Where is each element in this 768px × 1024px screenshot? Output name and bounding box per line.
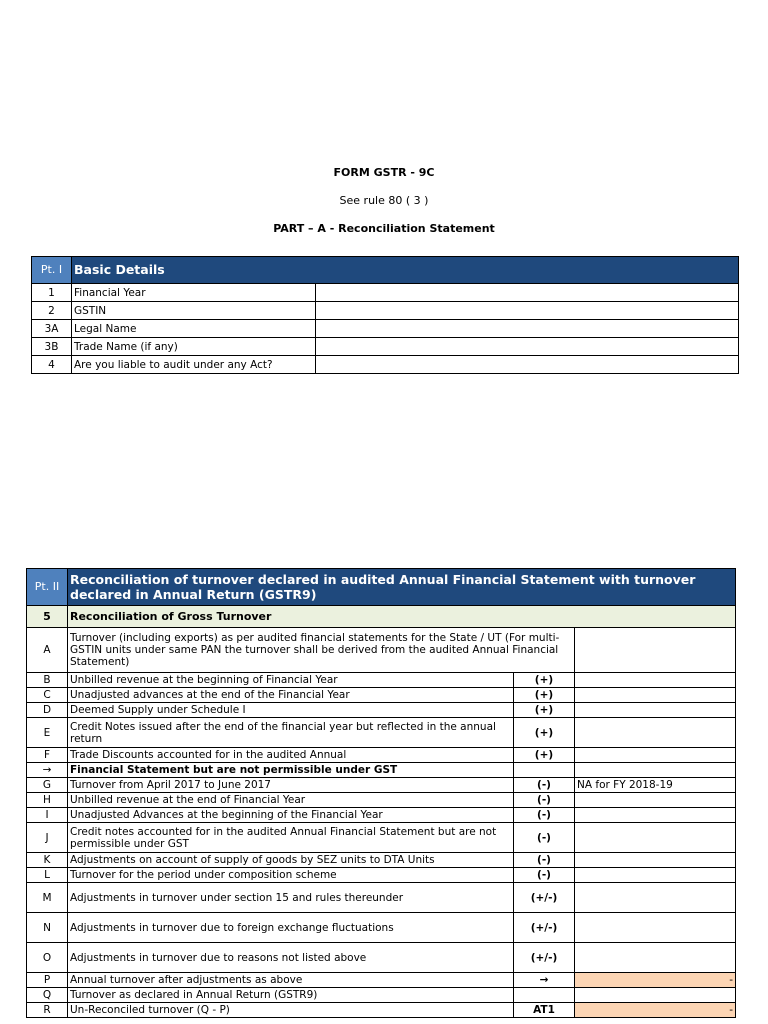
legal-name-field[interactable] — [316, 320, 739, 338]
value-cell[interactable] — [575, 718, 736, 748]
row-label: Un-Reconciled turnover (Q - P) — [68, 1003, 514, 1018]
row-label: Unbilled revenue at the beginning of Financial Year — [68, 673, 514, 688]
sign-cell: (-) — [514, 808, 575, 823]
row-label: Financial Statement but are not permissible under GST — [68, 763, 514, 778]
row-label: Turnover for the period under composition scheme — [68, 868, 514, 883]
value-cell[interactable] — [575, 913, 736, 943]
value-cell[interactable] — [575, 883, 736, 913]
sign-cell: (-) — [514, 853, 575, 868]
gstin-field[interactable] — [316, 302, 739, 320]
row-number: 3A — [32, 320, 72, 338]
row-letter: F — [27, 748, 68, 763]
row-number: 4 — [32, 356, 72, 374]
row-label: Adjustments in turnover under section 15 and rules thereunder — [68, 883, 514, 913]
row-letter: G — [27, 778, 68, 793]
part2-title: Reconciliation of turnover declared in audited Annual Financial Statement with turnover declared in Annual Return (GSTR9) — [68, 569, 736, 606]
row-label: Deemed Supply under Schedule I — [68, 703, 514, 718]
row-letter: R — [27, 1003, 68, 1018]
table-row — [27, 823, 736, 853]
value-cell[interactable] — [575, 793, 736, 808]
arrow-icon: → — [27, 763, 68, 778]
trade-name-field[interactable] — [316, 338, 739, 356]
table-row — [32, 302, 739, 320]
rule-reference: See rule 80 ( 3 ) — [339, 194, 429, 207]
table-row — [27, 673, 736, 688]
row-number: 3B — [32, 338, 72, 356]
sign-cell: (-) — [514, 868, 575, 883]
sign-cell: (-) — [514, 793, 575, 808]
value-cell[interactable] — [575, 673, 736, 688]
table-row — [27, 688, 736, 703]
row-letter: K — [27, 853, 68, 868]
row-label: Adjustments on account of supply of goods by SEZ units to DTA Units — [68, 853, 514, 868]
table-row — [32, 356, 739, 374]
table-row — [27, 748, 736, 763]
row-letter: C — [27, 688, 68, 703]
part2-label: Pt. II — [27, 569, 68, 606]
value-cell[interactable]: - — [575, 973, 736, 988]
value-cell[interactable] — [575, 703, 736, 718]
sign-cell: (+) — [514, 718, 575, 748]
row-label: Turnover as declared in Annual Return (GSTR9) — [68, 988, 514, 1003]
row-letter: N — [27, 913, 68, 943]
row-label: Annual turnover after adjustments as above — [68, 973, 514, 988]
table-row — [32, 320, 739, 338]
row-label: Trade Discounts accounted for in the audited Annual — [68, 748, 514, 763]
row-letter: E — [27, 718, 68, 748]
table-row — [27, 1003, 736, 1018]
table-row — [27, 628, 736, 673]
row-letter: B — [27, 673, 68, 688]
part-title: PART – A - Reconciliation Statement — [273, 222, 495, 235]
value-cell[interactable] — [575, 748, 736, 763]
table-row — [27, 853, 736, 868]
table-row — [27, 988, 736, 1003]
row-letter: D — [27, 703, 68, 718]
row-letter: O — [27, 943, 68, 973]
row-label: Adjustments in turnover due to foreign exchange fluctuations — [68, 913, 514, 943]
row-label: Legal Name — [72, 320, 316, 338]
table-row — [32, 338, 739, 356]
value-cell[interactable] — [575, 808, 736, 823]
table-row — [32, 284, 739, 302]
sign-cell: AT1 — [514, 1003, 575, 1018]
value-cell[interactable] — [575, 988, 736, 1003]
value-cell[interactable] — [575, 688, 736, 703]
row-letter: P — [27, 973, 68, 988]
value-cell[interactable] — [575, 763, 736, 778]
row-label: Credit Notes issued after the end of the financial year but reflected in the annual return — [68, 718, 514, 748]
table-row — [27, 793, 736, 808]
value-cell[interactable] — [575, 823, 736, 853]
value-cell[interactable] — [575, 853, 736, 868]
form-title: FORM GSTR - 9C — [333, 166, 435, 179]
row-label: Credit notes accounted for in the audited Annual Financial Statement but are not permissible under GST — [68, 823, 514, 853]
row-label: Adjustments in turnover due to reasons not listed above — [68, 943, 514, 973]
sign-cell: (+/-) — [514, 943, 575, 973]
row-number: 1 — [32, 284, 72, 302]
sign-cell: (+) — [514, 703, 575, 718]
row-letter: H — [27, 793, 68, 808]
row-label: Unadjusted advances at the end of the Financial Year — [68, 688, 514, 703]
value-cell[interactable]: - — [575, 1003, 736, 1018]
financial-year-field[interactable] — [316, 284, 739, 302]
arrow-icon: → — [514, 973, 575, 988]
sign-cell: (+) — [514, 688, 575, 703]
row-letter: J — [27, 823, 68, 853]
table-row — [27, 808, 736, 823]
row-label: Turnover (including exports) as per audited financial statements for the State / UT (For multi-GSTIN units under same PAN the turnover shall be derived from the audited Annual Financial Statement) — [68, 628, 575, 673]
table-row — [27, 778, 736, 793]
table-row — [27, 973, 736, 988]
row-label: Trade Name (if any) — [72, 338, 316, 356]
part1-label: Pt. I — [32, 257, 72, 284]
row-label: Financial Year — [72, 284, 316, 302]
sign-cell: (+) — [514, 673, 575, 688]
sign-cell: (+/-) — [514, 913, 575, 943]
section-title: Reconciliation of Gross Turnover — [68, 606, 736, 628]
value-cell[interactable] — [575, 868, 736, 883]
row-label: GSTIN — [72, 302, 316, 320]
sign-cell — [514, 763, 575, 778]
value-cell[interactable]: NA for FY 2018-19 — [575, 778, 736, 793]
table-row — [27, 868, 736, 883]
section-number: 5 — [27, 606, 68, 628]
sign-cell — [514, 988, 575, 1003]
row-letter: Q — [27, 988, 68, 1003]
sign-cell: (-) — [514, 778, 575, 793]
value-cell[interactable] — [575, 943, 736, 973]
part1-title: Basic Details — [72, 257, 739, 284]
row-letter: L — [27, 868, 68, 883]
audit-liability-field[interactable] — [316, 356, 739, 374]
value-cell[interactable] — [575, 628, 736, 673]
row-label: Turnover from April 2017 to June 2017 — [68, 778, 514, 793]
table-row — [27, 943, 736, 973]
row-letter: M — [27, 883, 68, 913]
table-row — [27, 718, 736, 748]
table-row — [27, 913, 736, 943]
sign-cell: (+/-) — [514, 883, 575, 913]
table-row — [27, 763, 736, 778]
row-number: 2 — [32, 302, 72, 320]
row-label: Unadjusted Advances at the beginning of the Financial Year — [68, 808, 514, 823]
sign-cell: (+) — [514, 748, 575, 763]
table-row — [27, 883, 736, 913]
sign-cell: (-) — [514, 823, 575, 853]
basic-details-table — [31, 256, 739, 374]
reconciliation-table — [26, 568, 736, 1018]
table-row — [27, 703, 736, 718]
row-label: Are you liable to audit under any Act? — [72, 356, 316, 374]
row-label: Unbilled revenue at the end of Financial Year — [68, 793, 514, 808]
row-letter: A — [27, 628, 68, 673]
row-letter: I — [27, 808, 68, 823]
